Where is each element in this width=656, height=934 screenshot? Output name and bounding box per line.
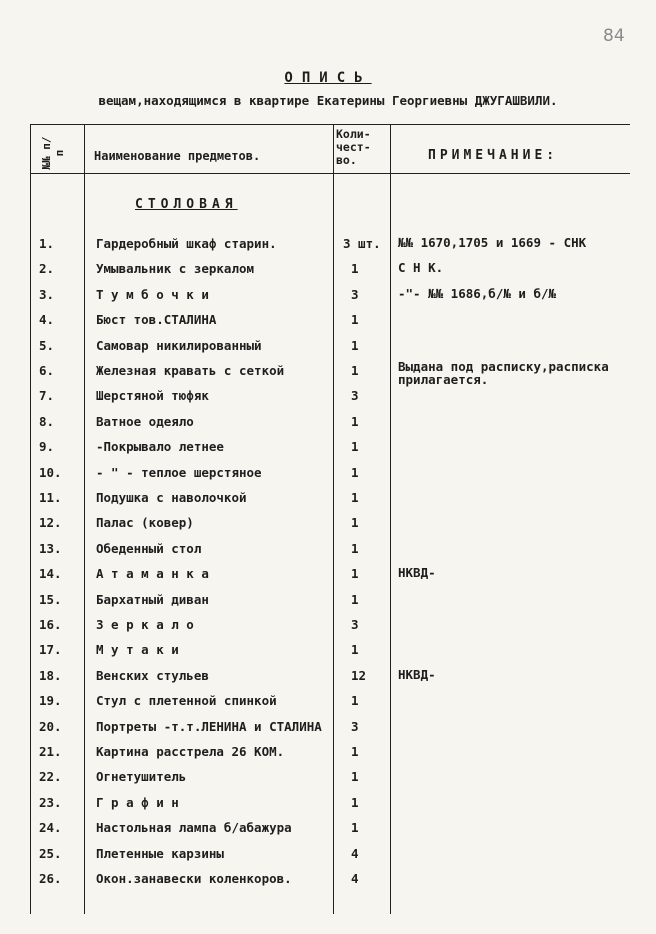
item-quantity: 1 [351,591,359,607]
table-top-border [30,124,630,125]
header-note: ПРИМЕЧАНИЕ: [428,148,559,163]
table-row [0,795,656,815]
item-quantity: 1 [351,515,359,531]
row-number: 20. [39,718,62,734]
item-quantity: 1 [351,363,359,378]
item-name: Портреты -т.т.ЛЕНИНА и СТАЛИНА [96,718,322,734]
row-number: 12. [39,515,62,531]
item-quantity: 1 [351,337,359,353]
table-row [0,642,656,662]
row-number: 16. [39,617,62,632]
item-name: З е р к а л о [96,617,194,632]
item-name: Умывальник с зеркалом [96,261,255,277]
document-subtitle: вещам,находящимся в квартире Екатерины Георгиевны ДЖУГАШВИЛИ. [98,93,558,108]
row-number: 23. [39,794,62,810]
item-name: Подушка с наволочкой [96,490,247,505]
item-name: Окон.занавески коленкоров. [96,871,292,886]
row-number: 2. [39,261,55,277]
table-row [0,769,656,789]
table-row [0,871,656,891]
item-name: - " - теплое шерстяное [96,464,262,480]
row-number: 26. [39,871,62,886]
item-note: Выдана под расписку,расписка прилагается. [398,359,609,387]
table-row [0,820,656,840]
row-number: 14. [39,566,62,582]
table-row [0,439,656,459]
item-note: НКВД- [398,565,436,581]
row-number: 4. [39,312,55,328]
item-name: Бархатный диван [96,591,209,607]
table-row [0,465,656,485]
table-row [0,261,656,281]
table-row [0,287,656,307]
item-quantity: 1 [351,642,359,658]
item-name: Плетенные карзины [96,845,224,861]
item-quantity: 3 [351,286,359,302]
item-quantity: 1 [351,464,359,480]
item-name: М у т а к и [96,642,179,658]
item-name: Обеденный стол [96,540,202,556]
item-quantity: 3 [351,617,359,632]
table-row [0,236,656,256]
row-number: 6. [39,363,55,378]
row-number: 8. [39,413,55,429]
row-number: 24. [39,820,62,836]
item-name: Гардеробный шкаф старин. [96,236,277,251]
table-row [0,490,656,510]
row-number: 25. [39,845,62,861]
item-quantity: 1 [351,794,359,810]
item-quantity: 1 [351,490,359,505]
table-row [0,359,656,387]
item-name: Палас (ковер) [96,515,194,531]
row-number: 1. [39,236,55,251]
table-row [0,592,656,612]
row-number: 17. [39,642,62,658]
table-row [0,566,656,586]
item-name: Самовар никилированный [96,337,262,353]
row-number: 18. [39,667,62,683]
item-name: Картина расстрела 26 КОМ. [96,744,285,759]
table-row [0,693,656,713]
item-quantity: 1 [351,769,359,785]
row-number: 9. [39,439,55,455]
table-row [0,617,656,637]
item-quantity: 1 [351,439,359,455]
item-quantity: 1 [351,820,359,836]
header-num: №№ п/п [40,136,66,170]
item-quantity: 4 [351,871,359,886]
page-number: 84 [603,26,625,46]
row-number: 21. [39,744,62,759]
table-row [0,846,656,866]
row-number: 19. [39,693,62,709]
item-quantity: 3 шт. [343,236,381,251]
item-name: Стул с плетенной спинкой [96,693,277,709]
item-name: Шерстяной тюфяк [96,388,209,404]
item-quantity: 1 [351,566,359,582]
row-number: 13. [39,540,62,556]
item-quantity: 1 [351,413,359,429]
table-row [0,515,656,535]
table-row [0,312,656,332]
item-quantity: 1 [351,312,359,328]
item-quantity: 1 [351,744,359,759]
row-number: 3. [39,286,55,302]
table-row [0,541,656,561]
row-number: 10. [39,464,62,480]
table-row [0,744,656,764]
item-name: Огнетушитель [96,769,187,785]
row-number: 7. [39,388,55,404]
section-title: СТОЛОВАЯ [135,197,238,212]
item-quantity: 3 [351,388,359,404]
item-quantity: 1 [351,540,359,556]
table-row [0,338,656,358]
row-number: 22. [39,769,62,785]
item-quantity: 1 [351,693,359,709]
item-quantity: 12 [351,667,367,683]
row-number: 15. [39,591,62,607]
item-note: №№ 1670,1705 и 1669 - СНК [398,235,587,250]
item-name: Венских стульев [96,667,209,683]
item-quantity: 3 [351,718,359,734]
document-title: ОПИСЬ [284,70,372,86]
item-note: -"- №№ 1686,б/№ и б/№ [398,285,557,301]
table-row [0,719,656,739]
item-name: Т у м б о ч к и [96,286,209,302]
item-name: Г р а ф и н [96,794,179,810]
item-name: Настольная лампа б/абажура [96,820,292,836]
header-qty: Коли- чест- во. [336,127,371,167]
header-name: Наименование предметов. [94,149,261,163]
item-name: -Покрывало летнее [96,439,224,455]
table-row [0,414,656,434]
item-note: С Н К. [398,260,444,276]
table-row [0,388,656,408]
item-quantity: 4 [351,845,359,861]
item-name: Железная кравать с сеткой [96,363,285,378]
item-name: А т а м а н к а [96,566,209,582]
item-name: Бюст тов.СТАЛИНА [96,312,217,328]
table-row [0,668,656,688]
item-quantity: 1 [351,261,359,277]
table-header-divider [30,173,630,174]
row-number: 5. [39,337,55,353]
row-number: 11. [39,490,62,505]
item-name: Ватное одеяло [96,413,194,429]
item-note: НКВД- [398,666,436,682]
